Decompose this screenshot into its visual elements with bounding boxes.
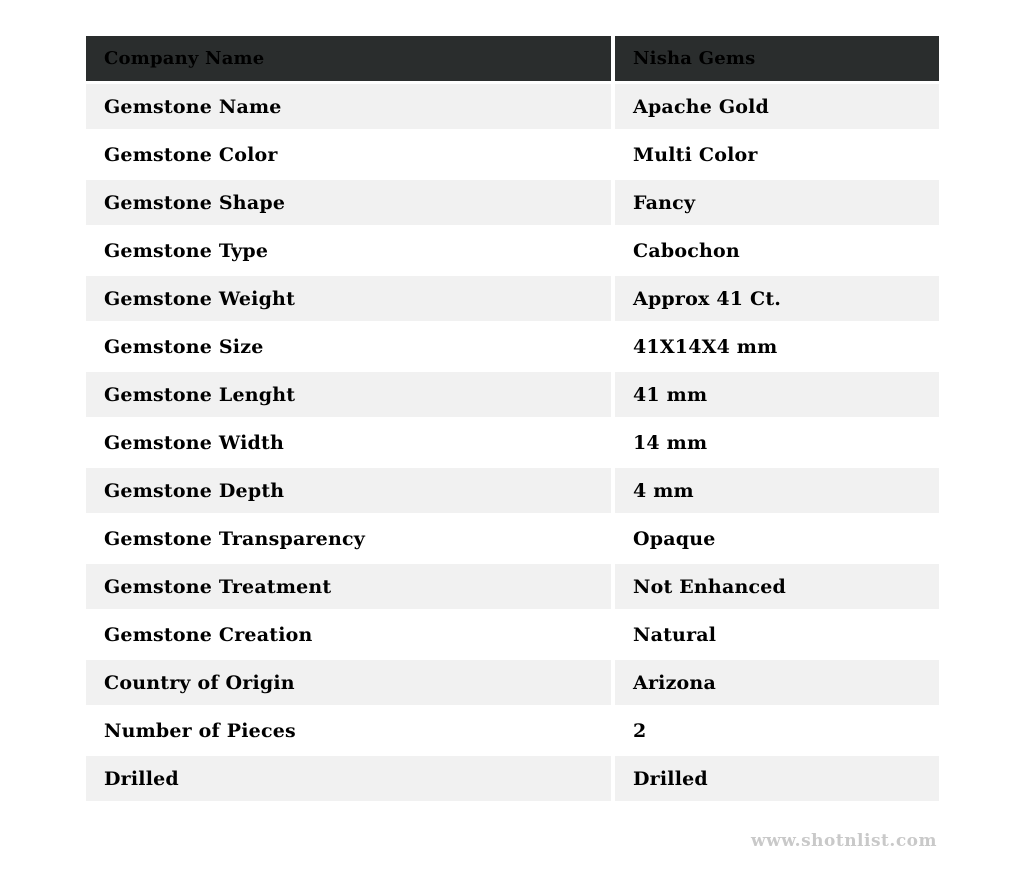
gemstone-spec-table xyxy=(86,36,939,801)
property-label: Gemstone Treatment xyxy=(86,564,611,609)
table-row xyxy=(86,372,939,417)
table-header-row xyxy=(86,36,939,81)
property-label: Gemstone Shape xyxy=(86,180,611,225)
property-label: Gemstone Transparency xyxy=(86,516,611,561)
table-row xyxy=(86,756,939,801)
property-label: Gemstone Weight xyxy=(86,276,611,321)
table-row xyxy=(86,708,939,753)
property-label: Gemstone Name xyxy=(86,84,611,129)
table-row xyxy=(86,564,939,609)
table-row xyxy=(86,276,939,321)
property-label: Country of Origin xyxy=(86,660,611,705)
table-row xyxy=(86,84,939,129)
property-value: 4 mm xyxy=(615,468,939,513)
property-label: Gemstone Depth xyxy=(86,468,611,513)
table-row xyxy=(86,612,939,657)
property-value: Multi Color xyxy=(615,132,939,177)
property-label: Gemstone Type xyxy=(86,228,611,273)
property-label: Gemstone Size xyxy=(86,324,611,369)
property-value: Cabochon xyxy=(615,228,939,273)
property-label: Gemstone Width xyxy=(86,420,611,465)
table-row xyxy=(86,516,939,561)
company-name-header: Company Name xyxy=(86,36,611,81)
company-value-header: Nisha Gems xyxy=(615,36,939,81)
table-row xyxy=(86,180,939,225)
table-row xyxy=(86,468,939,513)
property-value: 14 mm xyxy=(615,420,939,465)
table-row xyxy=(86,132,939,177)
property-value: 41X14X4 mm xyxy=(615,324,939,369)
property-value: 41 mm xyxy=(615,372,939,417)
table-row xyxy=(86,228,939,273)
property-label: Gemstone Creation xyxy=(86,612,611,657)
property-value: Arizona xyxy=(615,660,939,705)
property-value: Not Enhanced xyxy=(615,564,939,609)
property-value: 2 xyxy=(615,708,939,753)
table-row xyxy=(86,660,939,705)
table-row xyxy=(86,420,939,465)
watermark-text: www.shotnlist.com xyxy=(750,831,937,851)
property-label: Number of Pieces xyxy=(86,708,611,753)
property-label: Gemstone Color xyxy=(86,132,611,177)
property-value: Natural xyxy=(615,612,939,657)
property-value: Drilled xyxy=(615,756,939,801)
property-label: Drilled xyxy=(86,756,611,801)
property-value: Opaque xyxy=(615,516,939,561)
property-value: Fancy xyxy=(615,180,939,225)
property-label: Gemstone Lenght xyxy=(86,372,611,417)
property-value: Apache Gold xyxy=(615,84,939,129)
table-row xyxy=(86,324,939,369)
property-value: Approx 41 Ct. xyxy=(615,276,939,321)
